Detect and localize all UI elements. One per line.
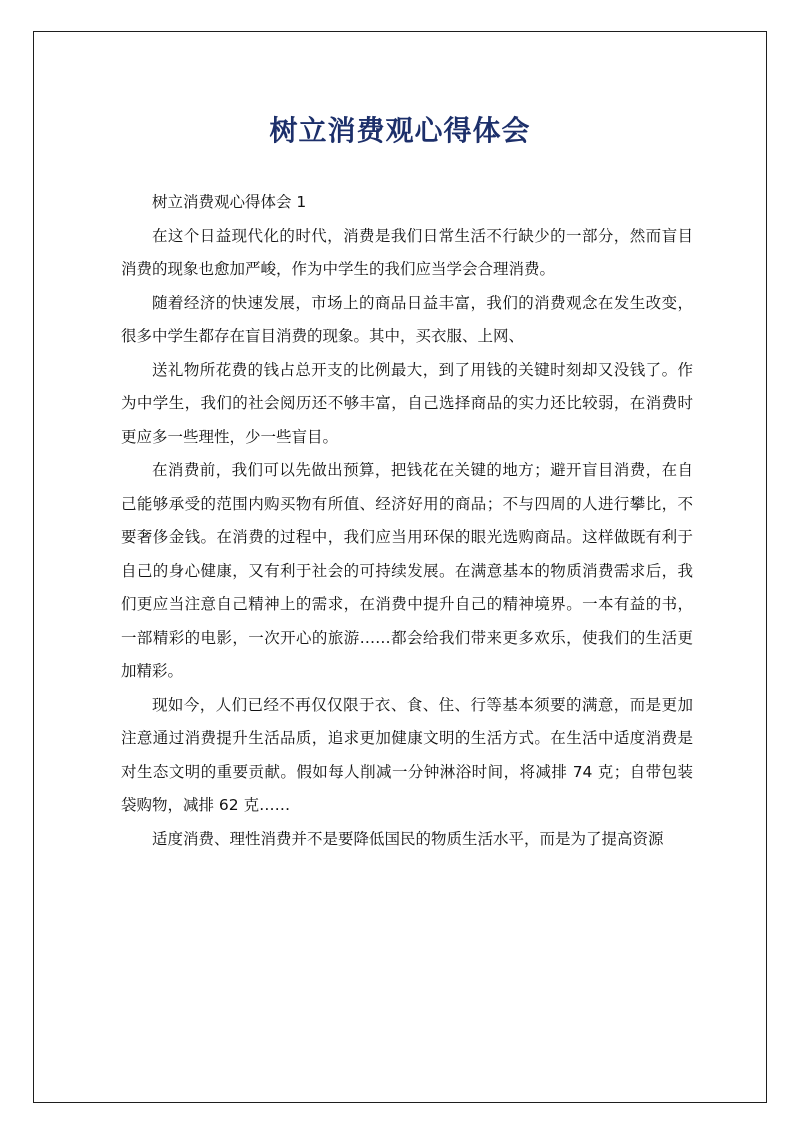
document-body [121, 186, 693, 856]
paragraph: 在这个日益现代化的时代，消费是我们日常生活不行缺少的一部分，然而盲目消费的现象也愈加严峻，作为中学生的我们应当学会合理消费。 [121, 226, 693, 278]
paragraph-heading: 树立消费观心得体会 1 [152, 193, 307, 211]
paragraph: 适度消费、理性消费并不是要降低国民的物质生活水平，而是为了提高资源 [152, 829, 664, 848]
paragraph: 随着经济的快速发展，市场上的商品日益丰富，我们的消费观念在发生改变，很多中学生都存在盲目消费的现象。其中，买衣服、上网、 [121, 293, 693, 345]
paragraph: 现如今，人们已经不再仅仅限于衣、食、住、行等基本须要的满意，而是更加注意通过消费提升生活品质，追求更加健康文明的生活方式。在生活中适度消费是对生态文明的重要贡献。假如每人削减一分钟淋浴时间，将减排 74 克；自带包装袋购物，减排 62 克…… [121, 695, 693, 814]
paragraph: 送礼物所花费的钱占总开支的比例最大，到了用钱的关键时刻却又没钱了。作为中学生，我们的社会阅历还不够丰富，自己选择商品的实力还比较弱，在消费时更应多一些理性，少一些盲目。 [121, 360, 693, 446]
paragraph: 在消费前，我们可以先做出预算，把钱花在关键的地方；避开盲目消费，在自己能够承受的范围内购买物有所值、经济好用的商品；不与四周的人进行攀比，不要奢侈金钱。在消费的过程中，我们应当用环保的眼光选购商品。这样做既有利于自己的身心健康，又有利于社会的可持续发展。在满意基本的物质消费需求后，我们更应当注意自己精神上的需求，在消费中提升自己的精神境界。一本有益的书，一部精彩的电影，一次开心的旅游……都会给我们带来更多欢乐，使我们的生活更加精彩。 [121, 461, 693, 680]
document-title: 树立消费观心得体会 [269, 114, 531, 147]
